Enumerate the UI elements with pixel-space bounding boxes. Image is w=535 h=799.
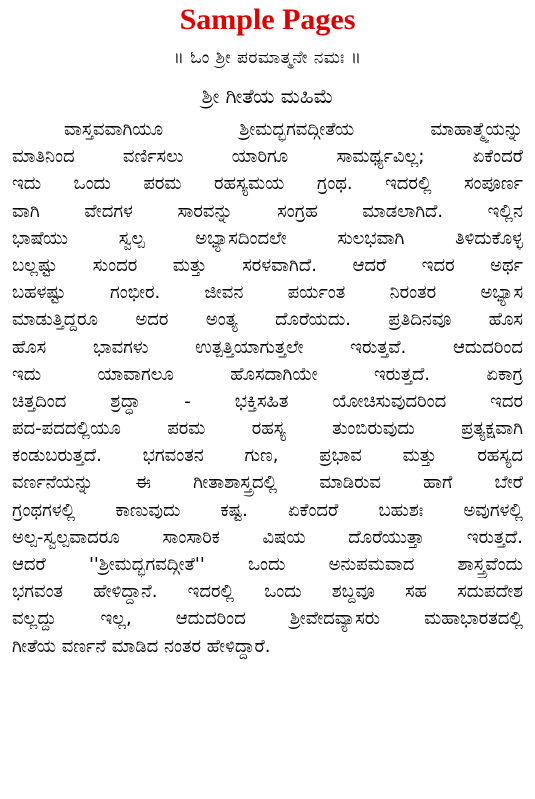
body-line: ಗೀತೆಯ ವರ್ಣನೆ ಮಾಡಿದ ನಂತರ ಹೇಳಿದ್ದಾರೆ. — [12, 635, 271, 657]
body-line: ಮಾತಿನಿಂದ ವರ್ಣಿಸಲು ಯಾರಿಗೂ ಸಾಮರ್ಥ್ಯವಿಲ್ಲ; ಏಕೆಂದರೆ — [12, 146, 523, 168]
body-line: ಪದ-ಪದದಲ್ಲಿಯೂ ಪರಮ ರಹಸ್ಯ ತುಂಬಿರುವುದು ಪ್ರತ್ಯಕ್ಷವಾಗಿ — [12, 418, 523, 440]
body-line: ವಾಸ್ತವವಾಗಿಯೂ ಶ್ರೀಮದ್ಭಗವದ್ಗೀತೆಯ ಮಾಹಾತ್ಮ್ಯೆಯನ್ನು — [64, 119, 523, 140]
body-line: ಭಗವಂತ ಹೇಳಿದ್ದಾನೆ. ಇದರಲ್ಲಿ ಒಂದು ಶಬ್ದವೂ ಸಹ ಸದುಪದೇಶ — [12, 581, 523, 603]
body-line: ಕಂಡುಬರುತ್ತದೆ. ಭಗವಂತನ ಗುಣ, ಪ್ರಭಾವ ಮತ್ತು ರಹಸ್ಯದ — [12, 445, 523, 467]
body-line: ಬಲ್ಲಷ್ಟು ಸುಂದರ ಮತ್ತು ಸರಳವಾಗಿದೆ. ಆದರೆ ಇದರ ಅರ್ಥ — [12, 254, 523, 276]
body-line: ಮಾಡುತ್ತಿದ್ದರೂ ಅದರ ಅಂತ್ಯ ದೊರೆಯದು. ಪ್ರತಿದಿನವೂ ಹೊಸ — [12, 309, 523, 331]
body-text — [12, 116, 523, 660]
body-line: ವಲ್ಲದ್ದು ಇಲ್ಲ, ಆದುದರಿಂದ ಶ್ರೀವೇದವ್ಯಾಸರು ಮಹಾಭಾರತದಲ್ಲಿ — [12, 608, 523, 630]
body-line: ವರ್ಣನೆಯನ್ನು ಈ ಗೀತಾಶಾಸ್ತ್ರದಲ್ಲಿ ಮಾಡಿರುವ ಹಾಗೆ ಬೇರೆ — [12, 472, 523, 494]
body-line: ಆದರೆ ''ಶ್ರೀಮದ್ಭಗವದ್ಗೀತೆ'' ಒಂದು ಅನುಪಮವಾದ ಶಾಸ್ತ್ರವೆಂದು — [12, 554, 523, 575]
body-line: ಭಾಷೆಯು ಸ್ವಲ್ಪ ಅಭ್ಯಾಸದಿಂದಲೇ ಸುಲಭವಾಗಿ ತಿಳಿದುಕೊಳ್ಳ — [12, 227, 523, 249]
body-line: ಹೊಸ ಭಾವಗಳು ಉತ್ಪತ್ತಿಯಾಗುತ್ತಲೇ ಇರುತ್ತವೆ. ಆದುದರಿಂದ — [12, 336, 523, 358]
body-line: ವಾಗಿ ವೇದಗಳ ಸಾರವನ್ನು ಸಂಗ್ರಹ ಮಾಡಲಾಗಿದೆ. ಇಲ್ಲಿನ — [12, 200, 523, 222]
body-line: ಬಹಳಷ್ಟು ಗಂಭೀರ. ಜೀವನ ಪರ್ಯಂತ ನಿರಂತರ ಅಭ್ಯಾಸ — [12, 282, 523, 304]
section-heading: ಶ್ರೀ ಗೀತೆಯ ಮಹಿಮೆ — [201, 84, 334, 108]
body-line: ಅಲ್ಪ-ಸ್ವಲ್ಪವಾದರೂ ಸಾಂಸಾರಿಕ ವಿಷಯ ದೊರೆಯುತ್ತಾ ಇರುತ್ತದೆ. — [12, 526, 523, 548]
body-line: ಇದು ಯಾವಾಗಲೂ ಹೊಸದಾಗಿಯೇ ಇರುತ್ತದೆ. ಏಕಾಗ್ರ — [12, 363, 523, 385]
body-line: ಗ್ರಂಥಗಳಲ್ಲಿ ಕಾಣುವುದು ಕಷ್ಟ. ಏಕೆಂದರೆ ಬಹುಶಃ ಅವುಗಳಲ್ಲಿ — [12, 499, 523, 521]
sample-pages-banner: Sample Pages — [179, 3, 356, 36]
invocation-line: ॥ ಓಂ ಶ್ರೀ ಪರಮಾತ್ಮನೇ ನಮಃ ॥ — [173, 48, 362, 68]
body-line: ಇದು ಒಂದು ಪರಮ ರಹಸ್ಯಮಯ ಗ್ರಂಥ. ಇದರಲ್ಲಿ ಸಂಪೂರ್ಣ — [12, 173, 523, 195]
body-line: ಚಿತ್ತದಿಂದ ಶ್ರದ್ಧಾ - ಭಕ್ತಿಸಹಿತ ಯೋಚಿಸುವುದರಿಂದ ಇದರ — [12, 390, 523, 412]
